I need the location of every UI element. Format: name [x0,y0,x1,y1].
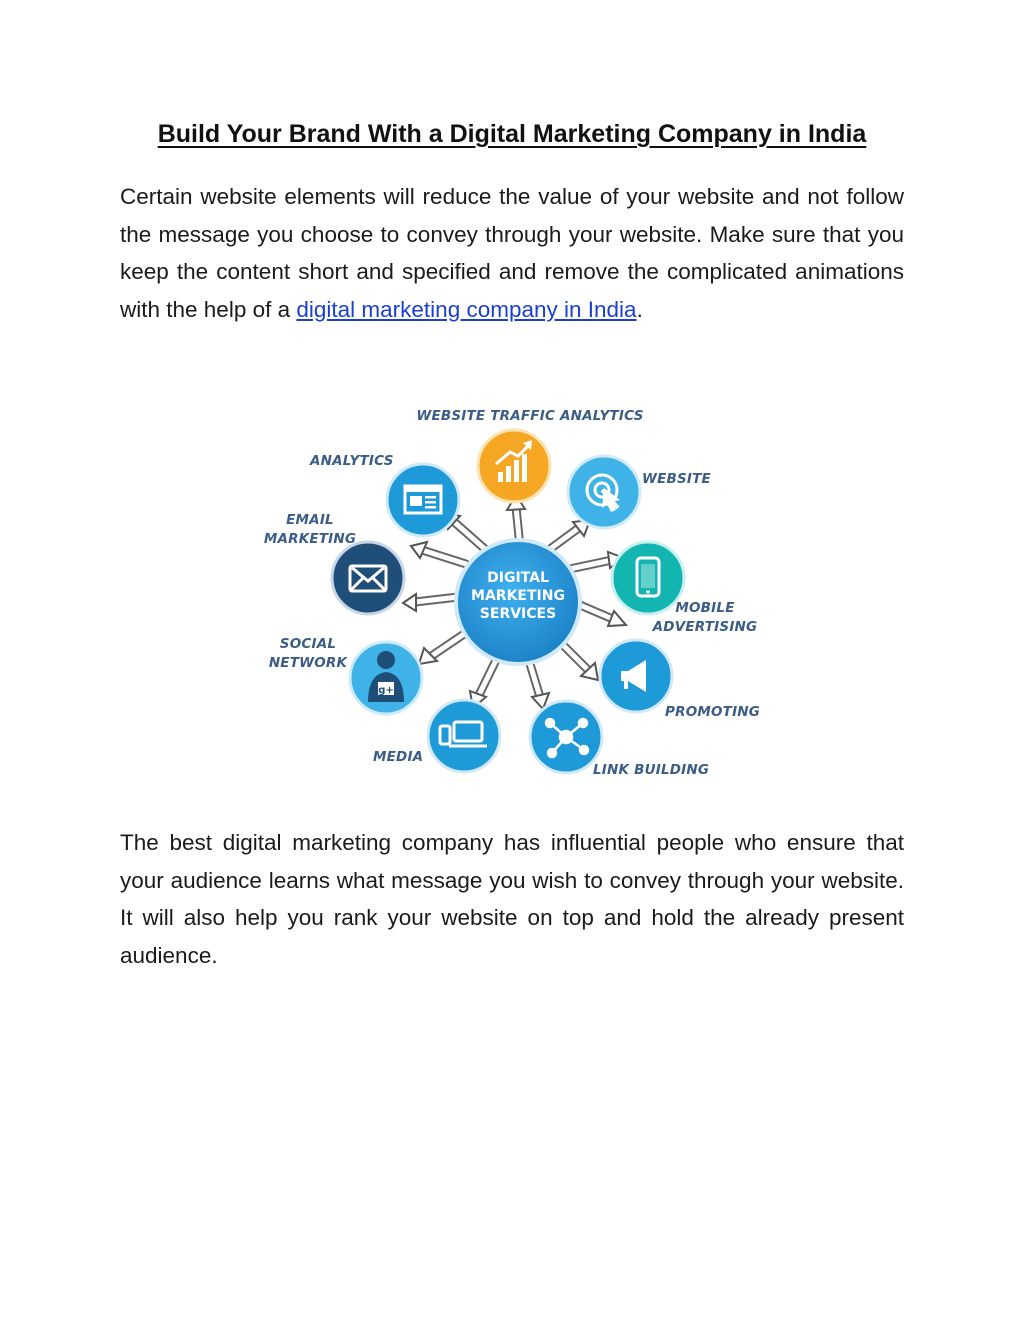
node-promoting [600,640,672,712]
closing-paragraph: The best digital marketing company has influential people who ensure that your audience learns what message you wish to convey through your website. It will also help you rank your website on top and hold the already present audience. [120,830,904,968]
label-social-line-1: SOCIAL [279,636,337,652]
intro-text: Certain website elements will reduce the value of your website and not follow the message you choose to convey through your website. Make sure that you keep the content short and specified and remove the complicated animations with the help of a [120,184,904,322]
node-website [568,456,640,528]
label-website: WEBSITE [642,471,711,487]
node-website-traffic-analytics [478,430,550,502]
intro-paragraph [120,178,904,328]
label-media: MEDIA [373,749,424,765]
node-mobile-advertising [612,542,684,614]
company-link[interactable]: digital marketing company in India [296,296,637,322]
hub-line-2: MARKETING [471,588,565,604]
node-media [428,700,500,772]
hub-line-1: DIGITAL [487,570,549,586]
label-mobile-line-2: ADVERTISING [652,619,758,635]
page-title: Build Your Brand With a Digital Marketing Company in India [157,120,867,148]
label-promoting: PROMOTING [665,704,761,720]
hub-line-3: SERVICES [479,606,557,622]
label-social-line-2: NETWORK [268,655,348,671]
svg-text:g+: g+ [378,685,394,696]
label-email-line-1: EMAIL [286,512,334,528]
label-mobile-line-1: MOBILE [675,600,735,616]
digital-marketing-diagram [240,392,780,792]
label-website-traffic-analytics: WEBSITE TRAFFIC ANALYTICS [416,408,644,424]
node-link-building [530,701,602,773]
hub-circle [456,540,580,664]
node-email-marketing [332,542,404,614]
node-analytics [387,464,459,536]
label-link-building: LINK BUILDING [593,762,710,778]
node-social-network [350,642,422,714]
label-analytics: ANALYTICS [310,453,394,469]
intro-text-end: . [636,296,643,322]
label-email-line-2: MARKETING [263,531,357,547]
